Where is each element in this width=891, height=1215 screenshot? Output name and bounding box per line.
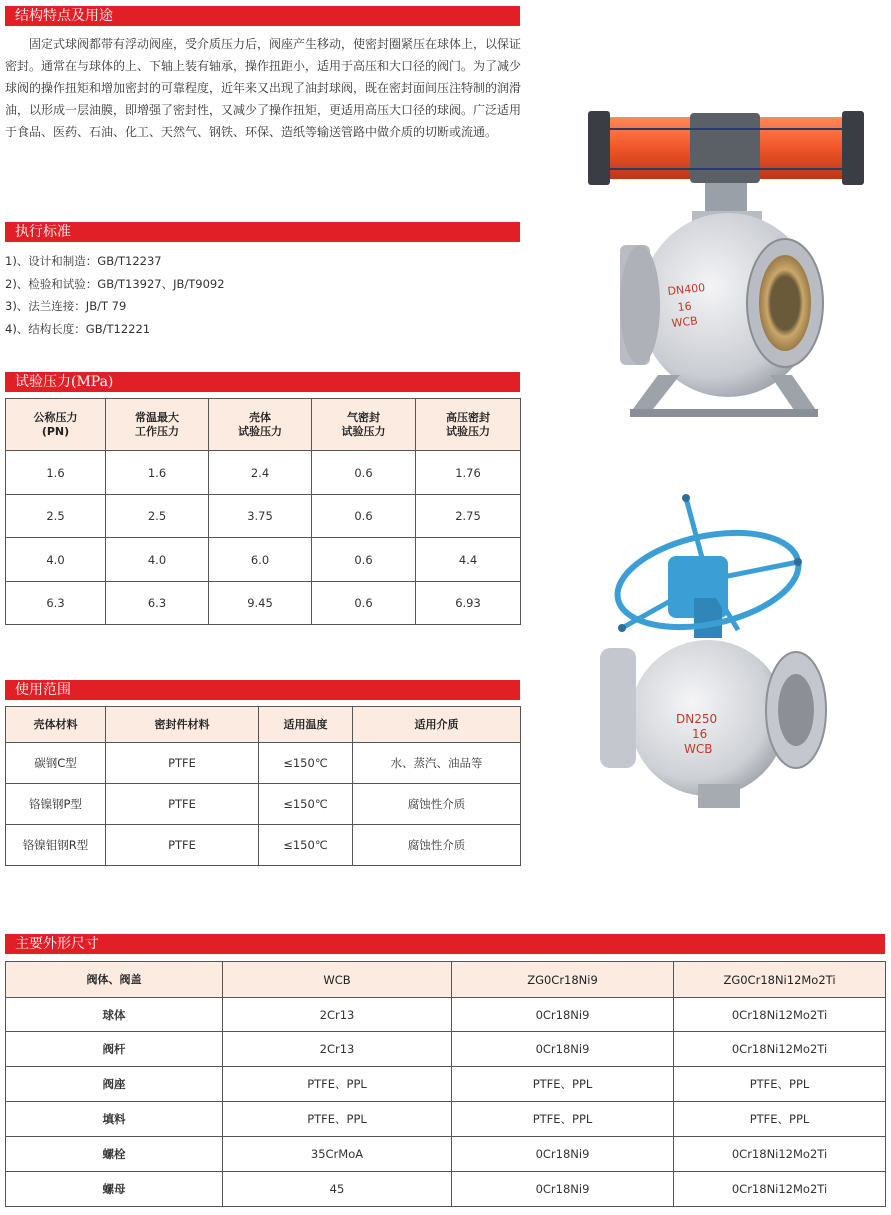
table-row (6, 538, 521, 582)
table-cell: 0Cr18Ni12Mo2Ti (674, 1032, 886, 1067)
table-row (6, 1032, 886, 1067)
table-row (6, 1137, 886, 1172)
table-cell: 6.93 (416, 582, 521, 625)
table-cell: 6.3 (6, 582, 106, 625)
table-cell: 6.0 (209, 538, 312, 582)
table-cell: 0.6 (312, 582, 416, 625)
table-header-row (6, 962, 886, 998)
table-cell: 腐蚀性介质 (353, 784, 521, 825)
table-cell: 铬镍钼钢R型 (6, 825, 106, 866)
table-cell: PTFE (106, 743, 259, 784)
valve2-marking-material: WCB (684, 742, 713, 756)
table-cell: 0.6 (312, 538, 416, 582)
table-cell: 4.0 (106, 538, 209, 582)
table-header-cell: 壳体 试验压力 (209, 399, 312, 451)
gear-ball-valve-image (598, 488, 833, 818)
table-header-cell: 壳体材料 (6, 707, 106, 743)
table-cell: 0Cr18Ni9 (452, 1032, 674, 1067)
table-cell: 2.75 (416, 495, 521, 538)
table-cell: 碳钢C型 (6, 743, 106, 784)
pressure-section-title: 试验压力(MPa) (5, 372, 520, 392)
standards-list (5, 250, 225, 340)
table-row (6, 451, 521, 495)
standard-item: 3)、法兰连接：JB/T 79 (5, 299, 127, 313)
table-row (6, 495, 521, 538)
table-cell: PTFE (106, 825, 259, 866)
table-cell: ≤150℃ (259, 743, 353, 784)
valve2-marking-size: DN250 (676, 712, 718, 726)
table-header-cell: ZG0Cr18Ni12Mo2Ti (674, 962, 886, 998)
table-row (6, 1067, 886, 1102)
table-cell: 2.5 (106, 495, 209, 538)
table-header-cell: 常温最大 工作压力 (106, 399, 209, 451)
table-cell: 2Cr13 (223, 1032, 452, 1067)
table-header-cell: 气密封 试验压力 (312, 399, 416, 451)
table-cell: 铬镍钢P型 (6, 784, 106, 825)
table-cell: 2Cr13 (223, 998, 452, 1032)
table-cell: 填料 (6, 1102, 223, 1137)
table-cell: PTFE、PPL (674, 1067, 886, 1102)
table-header-cell: 适用温度 (259, 707, 353, 743)
table-cell: 45 (223, 1172, 452, 1207)
table-header-cell: 密封件材料 (106, 707, 259, 743)
table-header-cell: WCB (223, 962, 452, 998)
table-cell: 9.45 (209, 582, 312, 625)
table-cell: 6.3 (106, 582, 209, 625)
valve1-marking-pressure: 16 (676, 299, 693, 314)
valve1-marking-material: WCB (670, 314, 699, 330)
table-cell: 0.6 (312, 495, 416, 538)
table-row (6, 998, 886, 1032)
standards-section-title: 执行标准 (5, 222, 520, 242)
table-cell: 阀杆 (6, 1032, 223, 1067)
table-cell: 球体 (6, 998, 223, 1032)
table-cell: 1.6 (6, 451, 106, 495)
intro-paragraph: 固定式球阀都带有浮动阀座，受介质压力后，阀座产生移动，使密封圈紧压在球体上，以保证密封。通常在与球体的上、下轴上装有轴承，操作扭距小，适用于高压和大口径的阀门。为了减少球阀的操作扭矩和增加密封的可靠程度，近年来又出现了油封球阀，既在密封面间压注特制的润滑油，以形成一层油膜，即增强了密封性，又减少了操作扭矩，更适用高压大口径的球阀。广泛适用于食品、医药、石油、化工、天然气、钢铁、环保、造纸等输送管路中做介质的切断或流通。 (5, 37, 522, 139)
valve1-marking-size: DN400 (666, 281, 706, 298)
table-cell: 4.0 (6, 538, 106, 582)
table-cell: 1.76 (416, 451, 521, 495)
table-row (6, 1172, 886, 1207)
features-section-title: 结构特点及用途 (5, 6, 520, 26)
table-cell: PTFE、PPL (223, 1102, 452, 1137)
valve2-marking-pressure: 16 (692, 727, 708, 741)
usage-table (5, 706, 521, 866)
table-cell: PTFE (106, 784, 259, 825)
usage-section-title: 使用范围 (5, 680, 520, 700)
pressure-table (5, 398, 521, 625)
table-header-cell: ZG0Cr18Ni9 (452, 962, 674, 998)
table-cell: 2.4 (209, 451, 312, 495)
standard-item: 4)、结构长度：GB/T12221 (5, 321, 151, 336)
table-cell: 0.6 (312, 451, 416, 495)
standard-item: 1)、设计和制造：GB/T12237 (5, 254, 162, 268)
table-cell: 0Cr18Ni9 (452, 1172, 674, 1207)
table-cell: 螺母 (6, 1172, 223, 1207)
table-cell: 0Cr18Ni12Mo2Ti (674, 1137, 886, 1172)
table-row (6, 743, 521, 784)
table-cell: 1.6 (106, 451, 209, 495)
table-cell: 腐蚀性介质 (353, 825, 521, 866)
table-cell: 3.75 (209, 495, 312, 538)
table-cell: ≤150℃ (259, 825, 353, 866)
table-cell: 4.4 (416, 538, 521, 582)
table-cell: ≤150℃ (259, 784, 353, 825)
table-header-row (6, 707, 521, 743)
pneumatic-valve-icon (580, 95, 880, 425)
table-cell: PTFE、PPL (674, 1102, 886, 1137)
table-header-cell: 阀体、阀盖 (6, 962, 223, 998)
pneumatic-ball-valve-image (580, 95, 880, 425)
table-header-row (6, 399, 521, 451)
materials-table (5, 961, 886, 1207)
table-header-cell: 适用介质 (353, 707, 521, 743)
table-cell: PTFE、PPL (223, 1067, 452, 1102)
table-cell: 水、蒸汽、油品等 (353, 743, 521, 784)
table-cell: 2.5 (6, 495, 106, 538)
gear-valve-icon (598, 488, 833, 818)
table-cell: PTFE、PPL (452, 1067, 674, 1102)
table-header-cell: 公称压力 (PN) (6, 399, 106, 451)
table-row (6, 1102, 886, 1137)
table-cell: 0Cr18Ni12Mo2Ti (674, 998, 886, 1032)
table-row (6, 825, 521, 866)
table-row (6, 784, 521, 825)
table-cell: 0Cr18Ni12Mo2Ti (674, 1172, 886, 1207)
standard-item: 2)、检验和试验：GB/T13927、JB/T9092 (5, 276, 225, 291)
table-header-cell: 高压密封 试验压力 (416, 399, 521, 451)
dimensions-section-title: 主要外形尺寸 (5, 934, 885, 954)
table-cell: PTFE、PPL (452, 1102, 674, 1137)
table-cell: 0Cr18Ni9 (452, 998, 674, 1032)
table-cell: 35CrMoA (223, 1137, 452, 1172)
table-cell: 0Cr18Ni9 (452, 1137, 674, 1172)
table-cell: 螺栓 (6, 1137, 223, 1172)
table-row (6, 582, 521, 625)
table-cell: 阀座 (6, 1067, 223, 1102)
